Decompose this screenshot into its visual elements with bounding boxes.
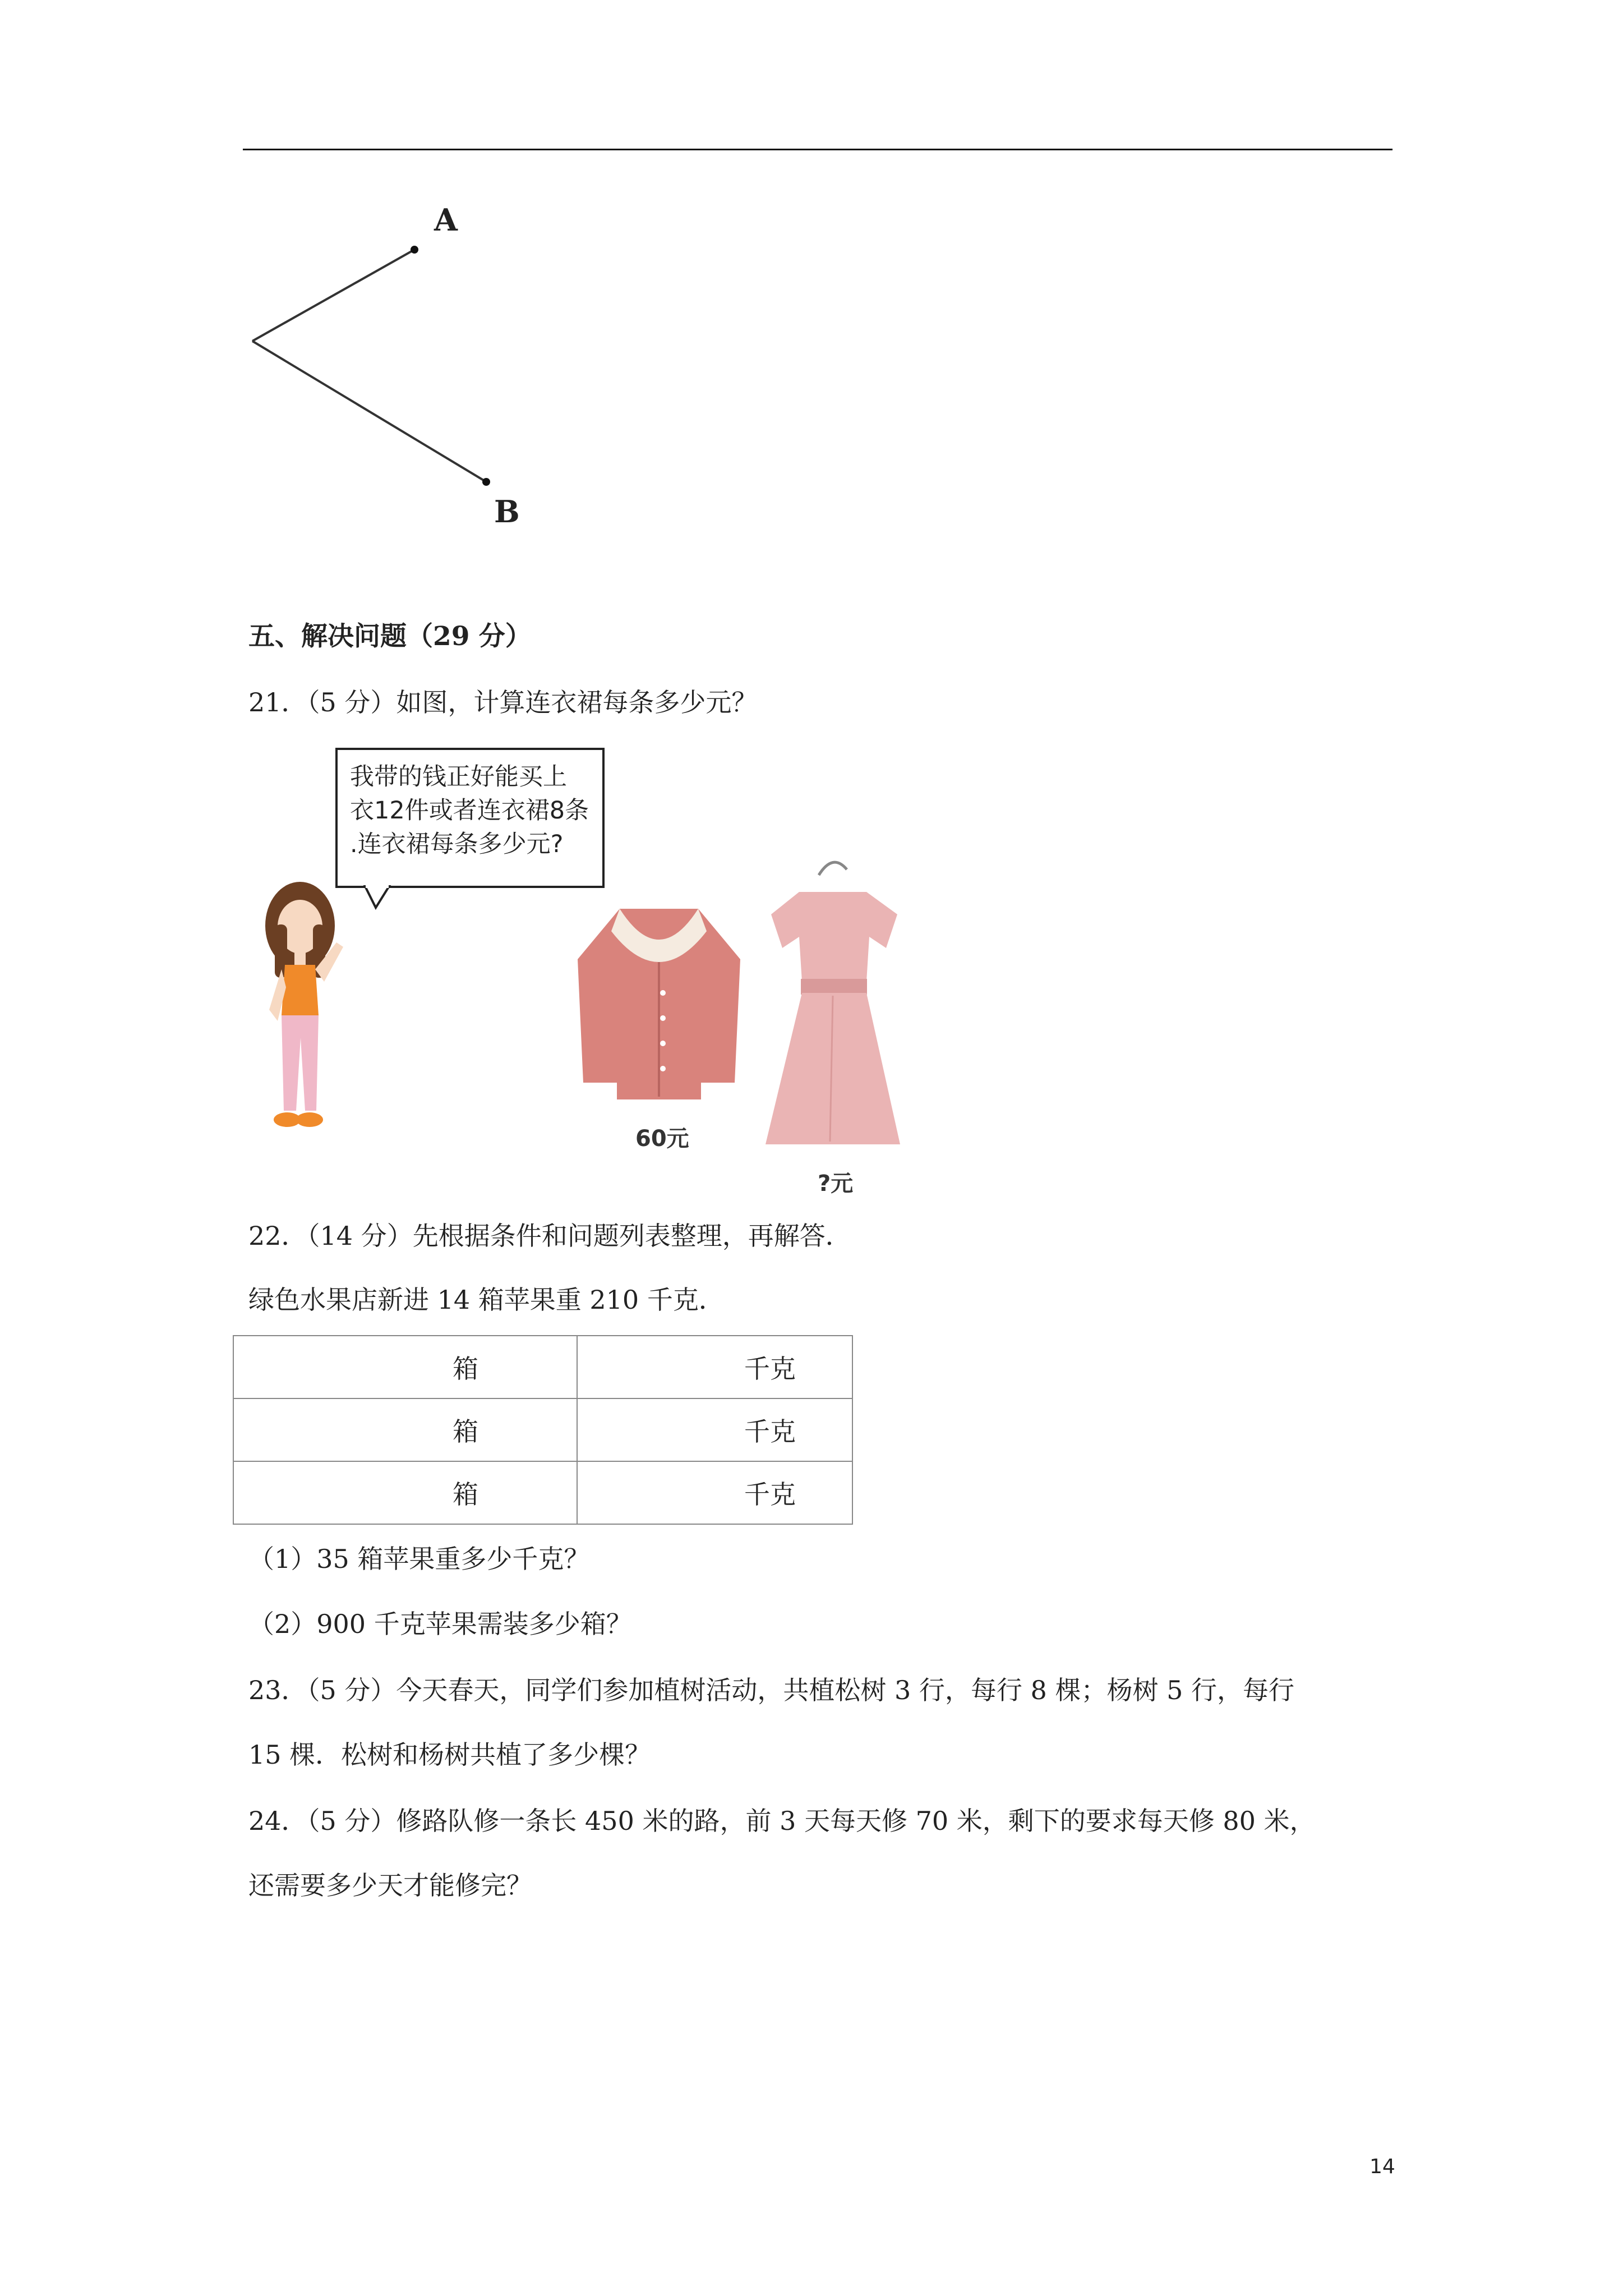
question-23-line1: 23．（5 分）今天春天，同学们参加植树活动，共植松树 3 行，每行 8 棵；杨树 5 行，每行 (248, 1675, 1294, 1705)
point-b-dot (482, 478, 490, 486)
table-cell-boxes: 箱 (233, 1336, 577, 1398)
speech-bubble (335, 748, 605, 888)
page-number: 14 (1370, 2155, 1395, 2178)
table-cell-boxes: 箱 (233, 1398, 577, 1461)
header-rule (243, 149, 1393, 150)
dress-image (751, 853, 914, 1156)
table-row (233, 1398, 852, 1461)
table-row (233, 1336, 852, 1398)
bubble-line-1: 我带的钱正好能买上 (350, 763, 567, 791)
bubble-line-2: 衣12件或者连衣裙8条 (350, 797, 589, 825)
bubble-line-3: .连衣裙每条多少元? (350, 830, 564, 858)
angle-figure (241, 196, 544, 544)
question-24-line2: 还需要多少天才能修完？ (248, 1870, 532, 1901)
cardigan-image (566, 898, 751, 1111)
section-heading: 五、解决问题（29 分） (248, 621, 532, 652)
table-cell-kg: 千克 (577, 1336, 852, 1398)
question-21: 21．（5 分）如图，计算连衣裙每条多少元？ (248, 687, 758, 717)
question-24-line1: 24．（5 分）修路队修一条长 450 米的路，前 3 天每天修 70 米，剩下的要求每天修 80 米， (248, 1806, 1316, 1836)
fruit-table (233, 1335, 853, 1525)
ray-a (252, 250, 414, 341)
table-cell-boxes: 箱 (233, 1461, 577, 1524)
girl-illustration (247, 875, 370, 1144)
point-a-label: A (434, 202, 458, 238)
question-23-line2: 15 棵．松树和杨树共植了多少棵？ (248, 1740, 651, 1770)
dress-price: ?元 (818, 1171, 854, 1197)
point-a-dot (411, 246, 418, 254)
question-22-given: 绿色水果店新进 14 箱苹果重 210 千克． (248, 1285, 725, 1315)
table-cell-kg: 千克 (577, 1398, 852, 1461)
point-b-label: B (494, 494, 520, 530)
question-22-sub1: （1）35 箱苹果重多少千克？ (248, 1544, 590, 1574)
table-cell-kg: 千克 (577, 1461, 852, 1524)
ray-b (252, 341, 486, 482)
cardigan-price: 60元 (635, 1126, 689, 1152)
question-22: 22．（14 分）先根据条件和问题列表整理，再解答． (248, 1221, 851, 1251)
question-22-sub2: （2）900 千克苹果需装多少箱？ (248, 1609, 632, 1639)
table-row (233, 1461, 852, 1524)
